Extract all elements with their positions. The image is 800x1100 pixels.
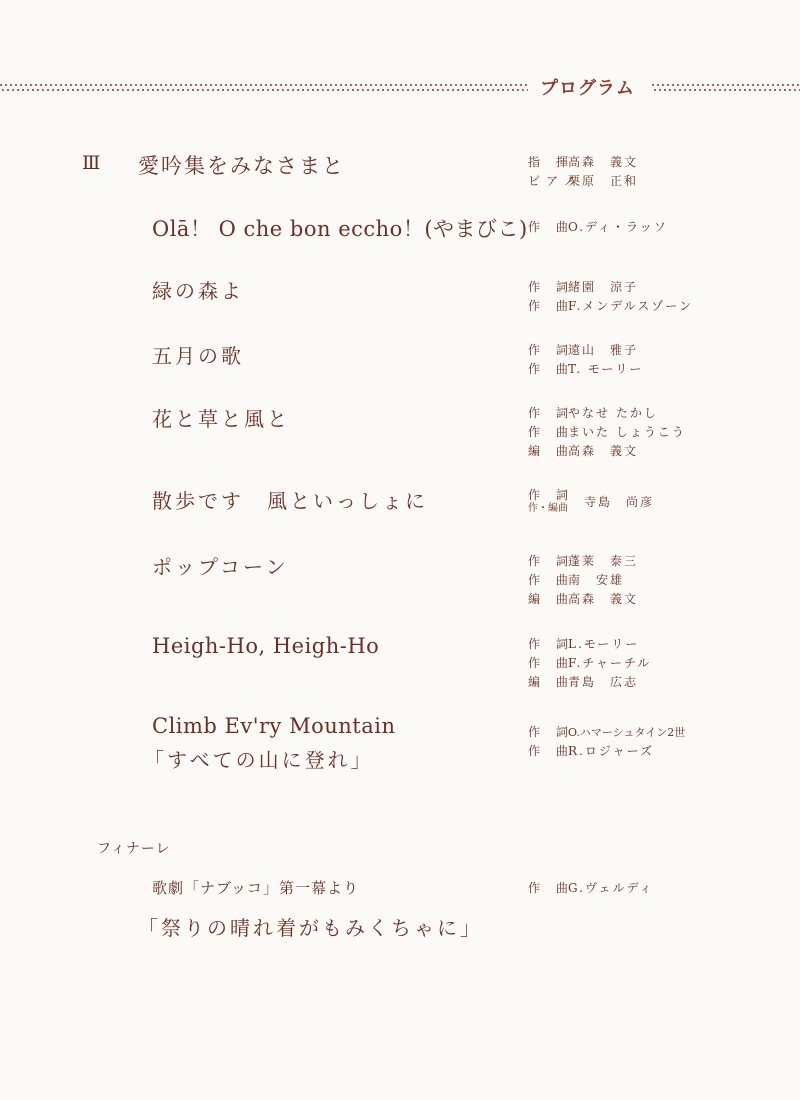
song-title: Olā！ O che bon eccho！(やまびこ) xyxy=(152,217,528,241)
song-credits xyxy=(528,218,668,237)
song-credits xyxy=(528,341,643,379)
credit-name: 緒園 涼子 xyxy=(568,280,639,294)
credit-role: 作 詞 xyxy=(528,554,574,568)
credit-name: 遠山 雅子 xyxy=(568,343,639,357)
credit-line xyxy=(528,172,638,191)
credit-role: 作 曲 xyxy=(528,656,574,670)
credit-name: O.ハマーシュタイン2世 xyxy=(568,726,686,739)
song-subtitle: 「すべての山に登れ」 xyxy=(144,748,374,772)
page-title: プログラム xyxy=(540,78,635,99)
credit-name: 南 安雄 xyxy=(568,573,625,587)
credit-role: 編 曲 xyxy=(528,444,574,458)
credit-role: 指 揮 xyxy=(528,155,574,169)
finale-opera-title: 歌劇「ナブッコ」第一幕より xyxy=(152,879,359,897)
credit-role: 作 詞 xyxy=(528,488,574,502)
credit-role: 作 曲 xyxy=(528,299,574,313)
section-number: Ⅲ xyxy=(82,152,102,174)
credit-name: T. モーリー xyxy=(568,362,644,376)
credit-line xyxy=(528,341,643,360)
section-title: 愛吟集をみなさまと xyxy=(138,154,345,178)
song-credits xyxy=(528,404,686,461)
credit-role: 作 曲 xyxy=(528,744,574,758)
credit-name: R.ロジャーズ xyxy=(568,744,655,758)
credit-role: 作 詞 xyxy=(528,406,574,420)
credit-role: 作 曲 xyxy=(528,573,574,587)
credit-role: 編 曲 xyxy=(528,592,574,606)
credit-name: 寺島 尚彦 xyxy=(584,495,655,509)
credit-role: 作・編曲 xyxy=(528,503,568,514)
credit-name: 高森 義文 xyxy=(568,592,639,606)
song-title: ポップコーン xyxy=(152,555,289,579)
song-credits xyxy=(528,723,685,761)
credit-role: 作 詞 xyxy=(528,280,574,294)
credit-line xyxy=(528,673,651,692)
credit-line xyxy=(528,571,638,590)
credit-line xyxy=(528,218,668,237)
credit-role: 作 曲 xyxy=(528,425,574,439)
song-title: 五月の歌 xyxy=(152,344,244,368)
credit-name: F.メンデルスゾーン xyxy=(568,299,694,313)
song-credits xyxy=(528,635,651,692)
song-credits xyxy=(528,488,654,516)
section-credits xyxy=(528,153,638,191)
credit-line xyxy=(528,723,685,742)
credit-name: 栗原 正和 xyxy=(568,174,639,188)
song-title: Climb Ev'ry Mountain xyxy=(152,714,396,738)
credit-line xyxy=(528,879,654,898)
song-credits xyxy=(528,552,638,609)
credit-name: 蓬莱 泰三 xyxy=(568,554,639,568)
credit-line xyxy=(528,742,685,761)
credit-name: F.チャーチル xyxy=(568,656,652,670)
song-credits xyxy=(528,278,693,316)
decorative-rule-right xyxy=(652,84,800,92)
credit-line xyxy=(528,442,686,461)
credit-name: L.モーリー xyxy=(568,637,640,651)
credit-line xyxy=(528,635,651,654)
credit-role: 作 詞 xyxy=(528,637,574,651)
credit-role: 作 曲 xyxy=(528,881,574,895)
song-title: 花と草と風と xyxy=(152,407,290,431)
credit-role: 作 曲 xyxy=(528,220,574,234)
credit-role: 作 曲 xyxy=(528,362,574,376)
finale-heading: フィナーレ xyxy=(97,841,171,857)
credit-role: 作 詞 xyxy=(528,725,574,739)
credit-name: O.ディ・ラッソ xyxy=(568,220,668,234)
credit-line xyxy=(528,297,693,316)
credit-name: 青島 広志 xyxy=(568,675,639,689)
credit-line xyxy=(528,153,638,172)
credit-line xyxy=(528,360,643,379)
credit-name: G.ヴェルディ xyxy=(568,881,654,895)
credit-line xyxy=(528,654,651,673)
finale-piece-title: 「祭りの晴れ着がもみくちゃに」 xyxy=(138,916,483,940)
song-title: 緑の森よ xyxy=(152,279,244,303)
credit-line xyxy=(528,278,693,297)
credit-role: 編 曲 xyxy=(528,675,574,689)
credit-line xyxy=(528,552,638,571)
credit-line xyxy=(528,404,686,423)
song-title: Heigh-Ho, Heigh-Ho xyxy=(152,634,380,658)
decorative-rule-left xyxy=(0,84,528,92)
credit-name: やなせ たかし xyxy=(568,406,658,420)
credit-role: 作 詞 xyxy=(528,343,574,357)
credit-line xyxy=(528,590,638,609)
credit-name: 高森 義文 xyxy=(568,444,639,458)
credit-name: まいた しょうこう xyxy=(568,425,686,439)
credit-name: 高森 義文 xyxy=(568,155,639,169)
credit-role: ピアノ xyxy=(528,174,582,188)
credit-line xyxy=(528,423,686,442)
song-title: 散歩です 風といっしょに xyxy=(152,489,428,513)
finale-credits xyxy=(528,879,654,898)
